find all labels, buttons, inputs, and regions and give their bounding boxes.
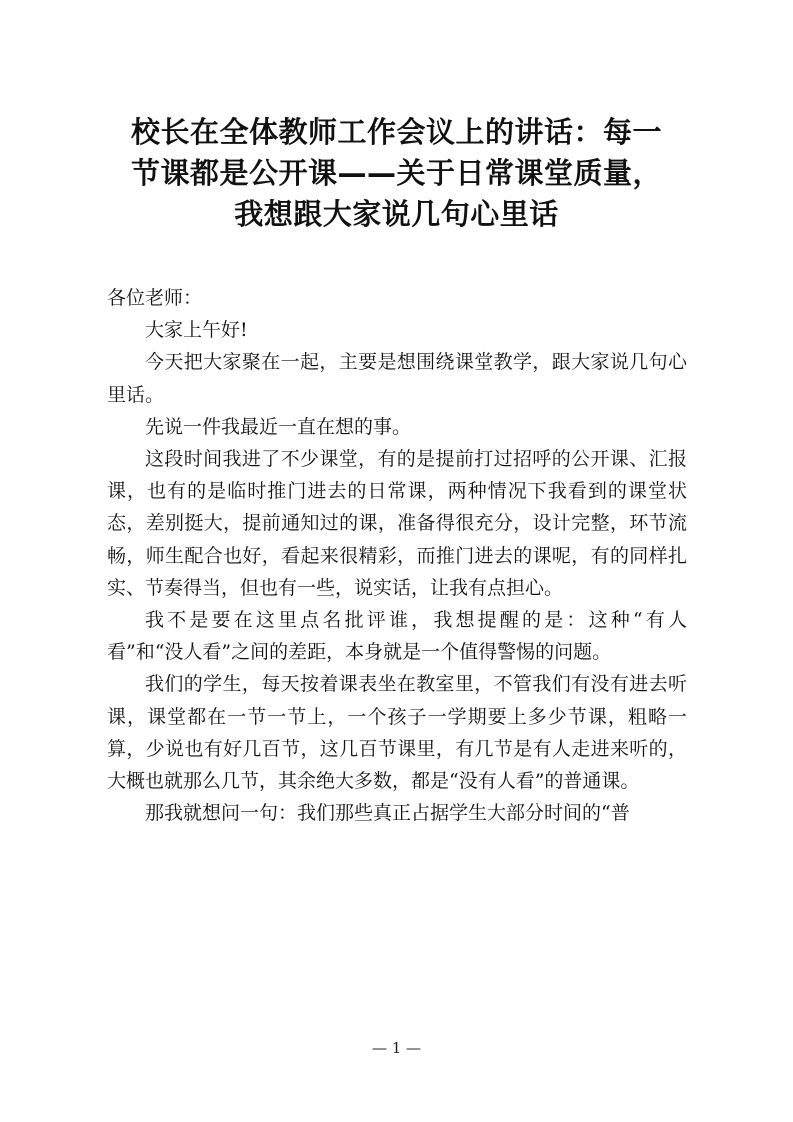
paragraph-question: 那我就想问一句：我们那些真正占据学生大部分时间的“普 bbox=[145, 802, 630, 825]
paragraph-purpose: 今天把大家聚在一起，主要是想围绕课堂教学，跟大家说几句心里话。 bbox=[107, 351, 687, 406]
salutation: 各位老师： bbox=[107, 287, 203, 309]
page-number: — 1 — bbox=[371, 1039, 422, 1057]
paragraph-transition: 先说一件我最近一直在想的事。 bbox=[145, 415, 412, 438]
paragraph-observation: 这段时间我进了不少课堂，有的是提前打过招呼的公开课、汇报课，也有的是临时推门进去的日常课，两种情况下我看到的课堂状态，差别挺大，提前通知过的课，准备得很充分，设计完整，环节流畅，师生配合也好，看起来很精彩，而推门进去的课呢，有的同样扎实、节奏得当，但也有一些，说实话，让我有点担心。 bbox=[107, 448, 687, 599]
title-line-2: 节课都是公开课——关于日常课堂质量， bbox=[130, 156, 662, 190]
document-body bbox=[107, 282, 687, 829]
title-line-3: 我想跟大家说几句心里话 bbox=[234, 197, 559, 231]
title-line-1: 校长在全体教师工作会议上的讲话：每一 bbox=[130, 115, 662, 149]
paragraph-greeting: 大家上午好! bbox=[145, 319, 248, 342]
paragraph-students: 我们的学生，每天按着课表坐在教室里，不管我们有没有进去听课，课堂都在一节一节上，一个孩子一学期要上多少节课，粗略一算，少说也有好几百节，这几百节课里，有几节是有人走进来听的，大概也就那么几节，其余绝大多数，都是“没有人看”的普通课。 bbox=[107, 673, 687, 793]
paragraph-warning: 我不是要在这里点名批评谁，我想提醒的是：这种“有人看”和“没人看”之间的差距，本身就是一个值得警惕的问题。 bbox=[107, 609, 687, 664]
document-title bbox=[100, 112, 693, 235]
